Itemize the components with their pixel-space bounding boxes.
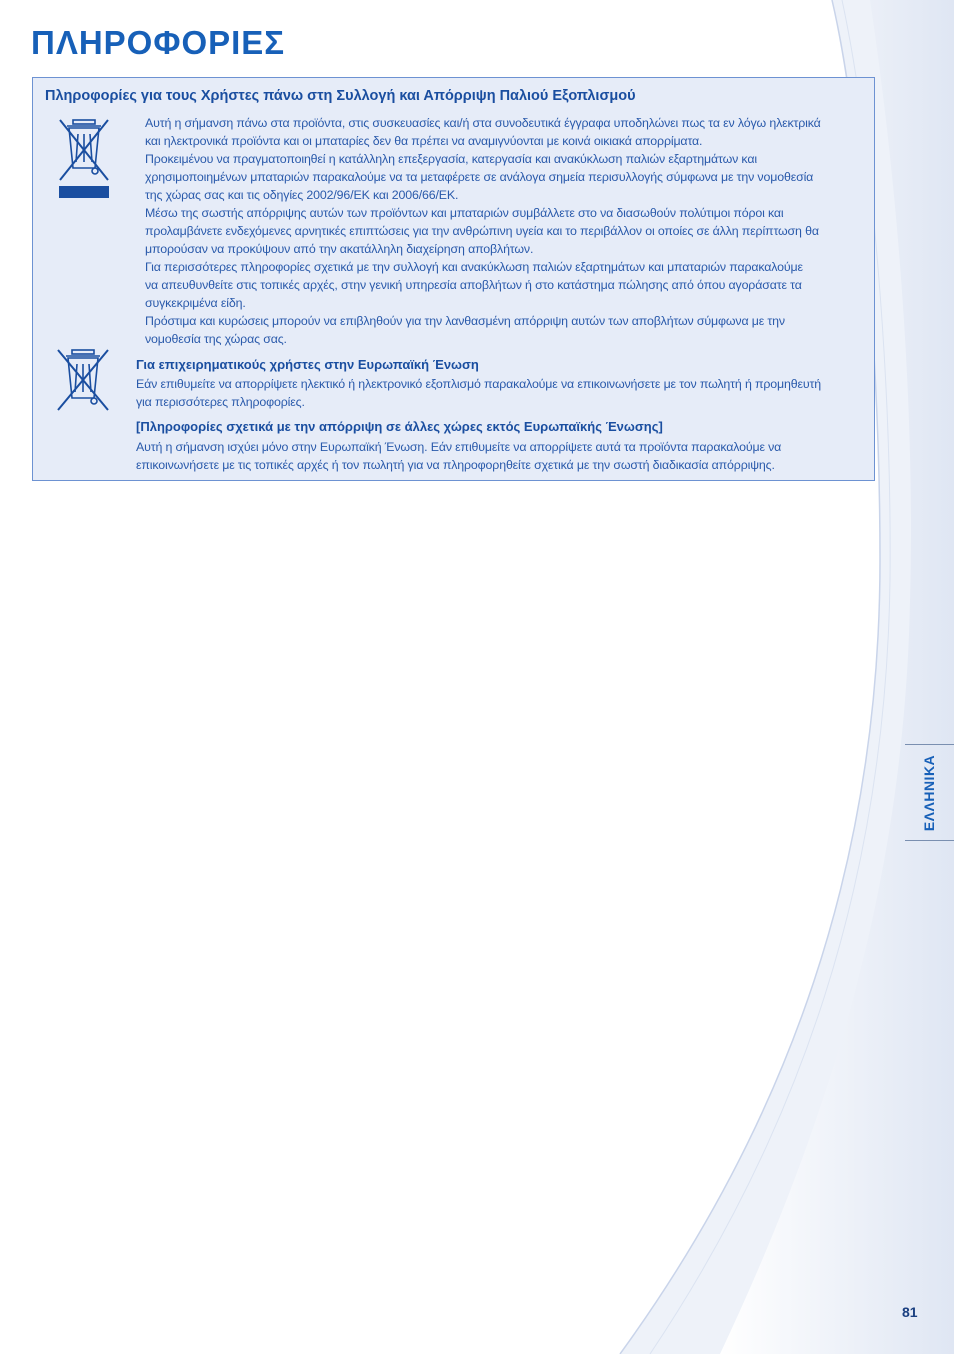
- language-tab-label: ΕΛΛΗΝΙΚΑ: [921, 754, 937, 831]
- business-users-paragraph: [136, 375, 872, 411]
- weee-bin-with-bar-icon: [56, 116, 112, 200]
- text-line: Μέσω της σωστής απόρριψης αυτών των προϊόντων και μπαταριών συμβάλλετε στο να διασωθούν πολύτιμοι πόροι και: [145, 206, 784, 220]
- text-line: Αυτή η σήμανση πάνω στα προϊόντα, στις συσκευασίες και/ή στα συνοδευτικά έγγραφα υποδηλώνει πως τα εν λόγω ηλεκτρικά: [145, 116, 821, 130]
- text-line: συγκεκριμένα είδη.: [145, 296, 246, 310]
- text-line: Για περισσότερες πληροφορίες σχετικά με την συλλογή και ανακύκλωση παλιών εξαρτημάτων και μπαταριών παρακαλούμε: [145, 260, 803, 274]
- page-title: ΠΛΗΡΟΦΟΡΙΕΣ: [31, 24, 286, 61]
- text-line: Πρόστιμα και κυρώσεις μπορούν να επιβληθούν για την λανθασμένη απόρριψη αυτών των αποβλήτων σύμφωνα με την: [145, 314, 785, 328]
- text-line: μπορούσαν να προκύψουν από την ακατάλληλη διαχείρηση αποβλήτων.: [145, 242, 534, 256]
- text-line: της χώρας σας και τις οδηγίες 2002/96/ΕΚ και 2006/66/ΕΚ.: [145, 188, 459, 202]
- text-line: να απευθυνθείτε στις τοπικές αρχές, στην γενική υπηρεσία αποβλήτων ή στο κατάστημα πώλησης από όπου αγοράσατε τα: [145, 278, 802, 292]
- weee-bin-icon: [54, 346, 112, 412]
- info-box-heading: Πληροφορίες για τους Χρήστες πάνω στη Συλλογή και Απόρριψη Παλιού Εξοπλισμού: [45, 88, 636, 104]
- language-tab: [905, 744, 954, 841]
- text-line: Εάν επιθυμείτε να απορρίψετε ηλεκτικό ή ηλεκτρονικό εξοπλισμό παρακαλούμε να επικοινωνήσετε με τον πωλητή ή προμηθευτή: [136, 377, 821, 391]
- page-number: 81: [902, 1304, 918, 1320]
- text-line: προλαμβάνετε ενδεχόμενες αρνητικές επιπτώσεις για την ανθρώπινη υγεία και το περιβάλλον οι οποίες σε άλλη περίπτωση θα: [145, 224, 819, 238]
- outside-eu-heading: [Πληροφορίες σχετικά με την απόρριψη σε άλλες χώρες εκτός Ευρωπαϊκής Ένωσης]: [136, 419, 663, 434]
- outside-eu-paragraph: [136, 438, 872, 474]
- text-line: χρησιμοποιημένων μπαταριών παρακαλούμε να τα μεταφέρετε σε ανάλογα σημεία περισυλλογής σύμφωνα με την νομοθεσία: [145, 170, 814, 184]
- business-users-heading: Για επιχειρηματικούς χρήστες στην Ευρωπαϊκή Ένωση: [136, 357, 479, 372]
- text-line: και ηλεκτρονικά προϊόντα και οι μπαταρίες δεν θα πρέπει να αναμιγνύονται με κοινά οικιακά απορρίματα.: [145, 134, 703, 148]
- disposal-info-box: [32, 77, 875, 481]
- disposal-main-paragraph: [145, 114, 873, 348]
- text-line: νομοθεσία της χώρας σας.: [145, 332, 287, 346]
- text-line: Προκειμένου να πραγματοποιηθεί η κατάλληλη επεξεργασία, κατεργασία και ανακύκλωση παλιών εξαρτημάτων και: [145, 152, 757, 166]
- text-line: επικοινωνήσετε με τις τοπικές αρχές ή τον πωλητή για να πληροφορηθείτε σχετικά με την σωστή διαδικασία απόρριψης.: [136, 458, 775, 472]
- text-line: Αυτή η σήμανση ισχύει μόνο στην Ευρωπαϊκή Ένωση. Εάν επιθυμείτε να απορρίψετε αυτά τα προϊόντα παρακαλούμε να: [136, 440, 782, 454]
- text-line: για περισσότερες πληροφορίες.: [136, 395, 305, 409]
